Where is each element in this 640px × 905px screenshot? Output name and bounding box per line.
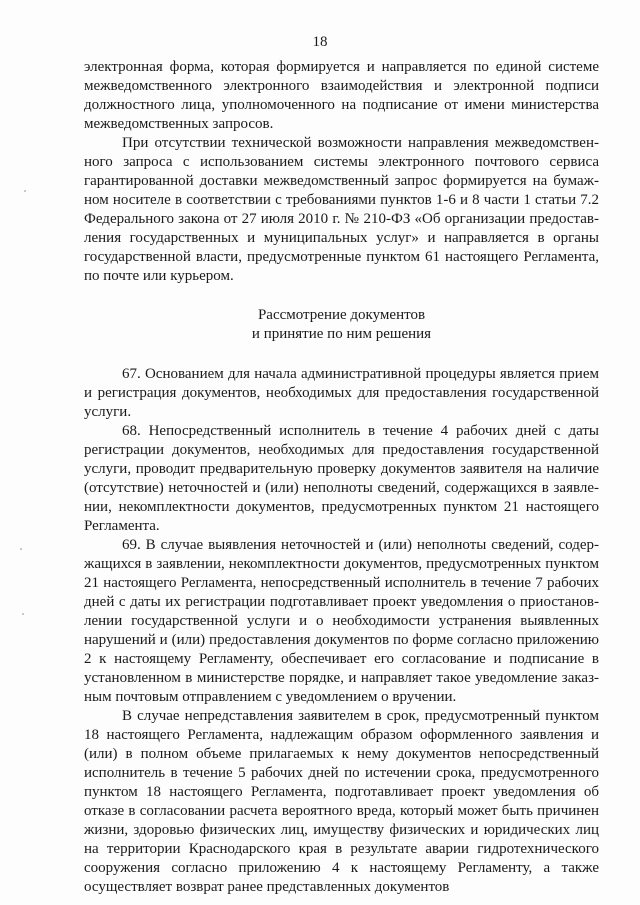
scan-speck <box>20 548 22 550</box>
paragraph: электронная форма, которая формируется и направляется по единой системе межведомственного электронного взаимодействия и электронной подписи должностного лица, уполномоченного на подписание от имени министерства межведомственных запросов. <box>84 59 599 132</box>
section-heading-line: Рассмотрение документов <box>257 307 426 323</box>
page-number: 18 <box>312 34 328 50</box>
paragraph-item-68: 68. Непосредственный исполнитель в течение 4 рабочих дней с даты регистрации документов, необходимых для предоставления государственной услуги, проводит предварительную проверку документов заявителя на наличие (отсутствие) неточностей и (или) неполноты сведений, содержащихся в заявлении, некомплектности документов, предусмотренных пунктом 21 настоящего Регламента. <box>84 423 599 534</box>
section-heading-line: и принятие по ним решения <box>251 326 432 342</box>
scan-speck <box>22 613 24 615</box>
document-body <box>84 58 599 897</box>
paragraph-item-69: 69. В случае выявления неточностей и (или) неполноты сведений, содержащихся в заявлении, некомплектности документов, предусмотренных пунктом 21 настоящего Регламента, непосредственный исполнитель в течение 7 рабочих дней с даты их регистрации подготавливает проект уведомления о приостановлении государственной услуги и о необходимости устранения выявленных нарушений и (или) предоставления документов по форме согласно приложению 2 к настоящему Регламенту, обеспечивает его согласование и подписание в установленном в министерстве порядке, и направляет такое уведомление заказным почтовым отправлением с уведомлением о вручении. <box>84 537 599 705</box>
paragraph: При отсутствии технической возможности направления межведомственного запроса с использованием системы электронного почтового сервиса гарантированной доставки межведомственный запрос формируется на бумажном носителе в соответствии с требованиями пунктов 1-6 и 8 части 1 статьи 7.2 Федерального закона от 27 июля 2010 г. № 210-ФЗ «Об организации предоставления государственных и муниципальных услуг» и направляется в органы государственной власти, предусмотренные пунктом 61 настоящего Регламента, по почте или курьером. <box>84 135 599 284</box>
paragraph-item-67: 67. Основанием для начала административной процедуры является прием и регистрация документов, необходимых для предоставления государственной услуги. <box>84 366 599 420</box>
scan-speck <box>24 190 26 192</box>
section-heading <box>84 306 599 344</box>
paragraph: В случае непредставления заявителем в срок, предусмотренный пунктом 18 настоящего Регламента, надлежащим образом оформленного заявления и (или) в полном объеме прилагаемых к нему документов непосредственный исполнитель в течение 5 рабочих дней по истечении срока, предусмотренного пунктом 18 настоящего Регламента, подготавливает проект уведомления об отказе в согласовании расчета вероятного вреда, который может быть причинен жизни, здоровью физических лиц, имуществу физических и юридических лиц на территории Краснодарского края в результате аварии гидротехнического сооружения согласно приложению 4 к настоящему Регламенту, а также осуществляет возврат ранее представленных документов <box>84 708 599 895</box>
